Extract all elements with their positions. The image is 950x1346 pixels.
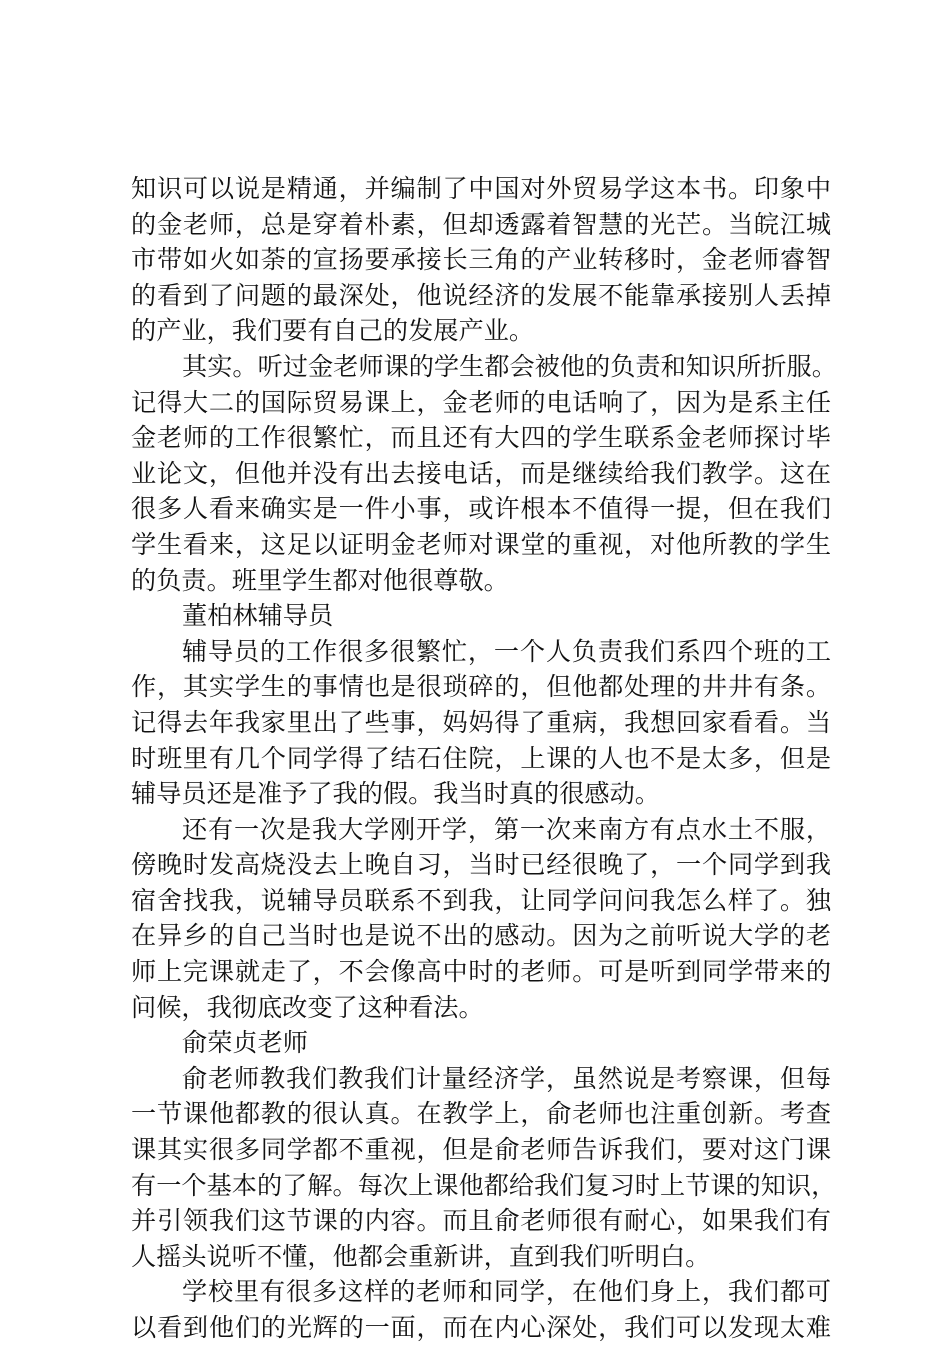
text-line: 金老师的工作很繁忙，而且还有大四的学生联系金老师探讨毕 <box>131 423 831 453</box>
text-line: 董柏林辅导员 <box>182 601 334 631</box>
text-line: 记得大二的国际贸易课上，金老师的电话响了，因为是系主任 <box>131 387 831 417</box>
text-line: 知识可以说是精通，并编制了中国对外贸易学这本书。印象中 <box>131 174 831 203</box>
text-line: 师上完课就走了，不会像高中时的老师。可是听到同学带来的 <box>131 957 831 987</box>
text-line: 很多人看来确实是一件小事，或许根本不值得一提，但在我们 <box>131 494 831 524</box>
document-page <box>131 171 837 1346</box>
text-line: 记得去年我家里出了些事，妈妈得了重病，我想回家看看。当 <box>131 707 831 737</box>
text-line: 在异乡的自己当时也是说不出的感动。因为之前听说大学的老 <box>131 921 831 951</box>
text-line: 俞荣贞老师 <box>182 1028 308 1058</box>
text-line: 学生看来，这足以证明金老师对课堂的重视，对他所教的学生 <box>131 529 831 559</box>
text-line: 一节课他都教的很认真。在教学上，俞老师也注重创新。考查 <box>131 1099 831 1129</box>
text-line: 并引领我们这节课的内容。而且俞老师很有耐心，如果我们有 <box>131 1206 831 1236</box>
text-line: 作，其实学生的事情也是很琐碎的，但他都处理的井井有条。 <box>131 672 831 702</box>
text-line: 的产业，我们要有自己的发展产业。 <box>131 316 534 346</box>
text-line: 的金老师，总是穿着朴素，但却透露着智慧的光芒。当皖江城 <box>131 209 831 239</box>
text-line: 以看到他们的光辉的一面，而在内心深处，我们可以发现太难 <box>131 1313 831 1342</box>
text-line: 宿舍找我，说辅导员联系不到我，让同学问问我怎么样了。独 <box>131 885 831 915</box>
text-line: 有一个基本的了解。每次上课他都给我们复习时上节课的知识， <box>131 1170 837 1200</box>
text-line: 时班里有几个同学得了结石住院，上课的人也不是太多，但是 <box>131 743 831 773</box>
text-line: 学校里有很多这样的老师和同学，在他们身上，我们都可 <box>182 1277 831 1307</box>
text-line: 业论文，但他并没有出去接电话，而是继续给我们教学。这在 <box>131 458 831 488</box>
text-line: 还有一次是我大学刚开学，第一次来南方有点水土不服， <box>182 814 831 844</box>
text-line: 俞老师教我们教我们计量经济学，虽然说是考察课，但每 <box>182 1063 831 1093</box>
text-line: 辅导员的工作很多很繁忙，一个人负责我们系四个班的工 <box>182 636 831 666</box>
text-line: 的负责。班里学生都对他很尊敬。 <box>131 565 509 595</box>
text-line: 课其实很多同学都不重视，但是俞老师告诉我们，要对这门课 <box>131 1135 831 1165</box>
text-line: 人摇头说听不懂，他都会重新讲，直到我们听明白。 <box>131 1241 711 1271</box>
text-line: 其实。听过金老师课的学生都会被他的负责和知识所折服。 <box>182 351 837 381</box>
text-line: 傍晚时发高烧没去上晚自习，当时已经很晚了，一个同学到我 <box>131 850 831 880</box>
text-line: 的看到了问题的最深处，他说经济的发展不能靠承接别人丢掉 <box>131 280 831 310</box>
text-line: 市带如火如荼的宣扬要承接长三角的产业转移时，金老师睿智 <box>131 245 831 275</box>
text-line: 辅导员还是准予了我的假。我当时真的很感动。 <box>131 779 660 809</box>
text-line: 问候，我彻底改变了这种看法。 <box>131 992 484 1022</box>
